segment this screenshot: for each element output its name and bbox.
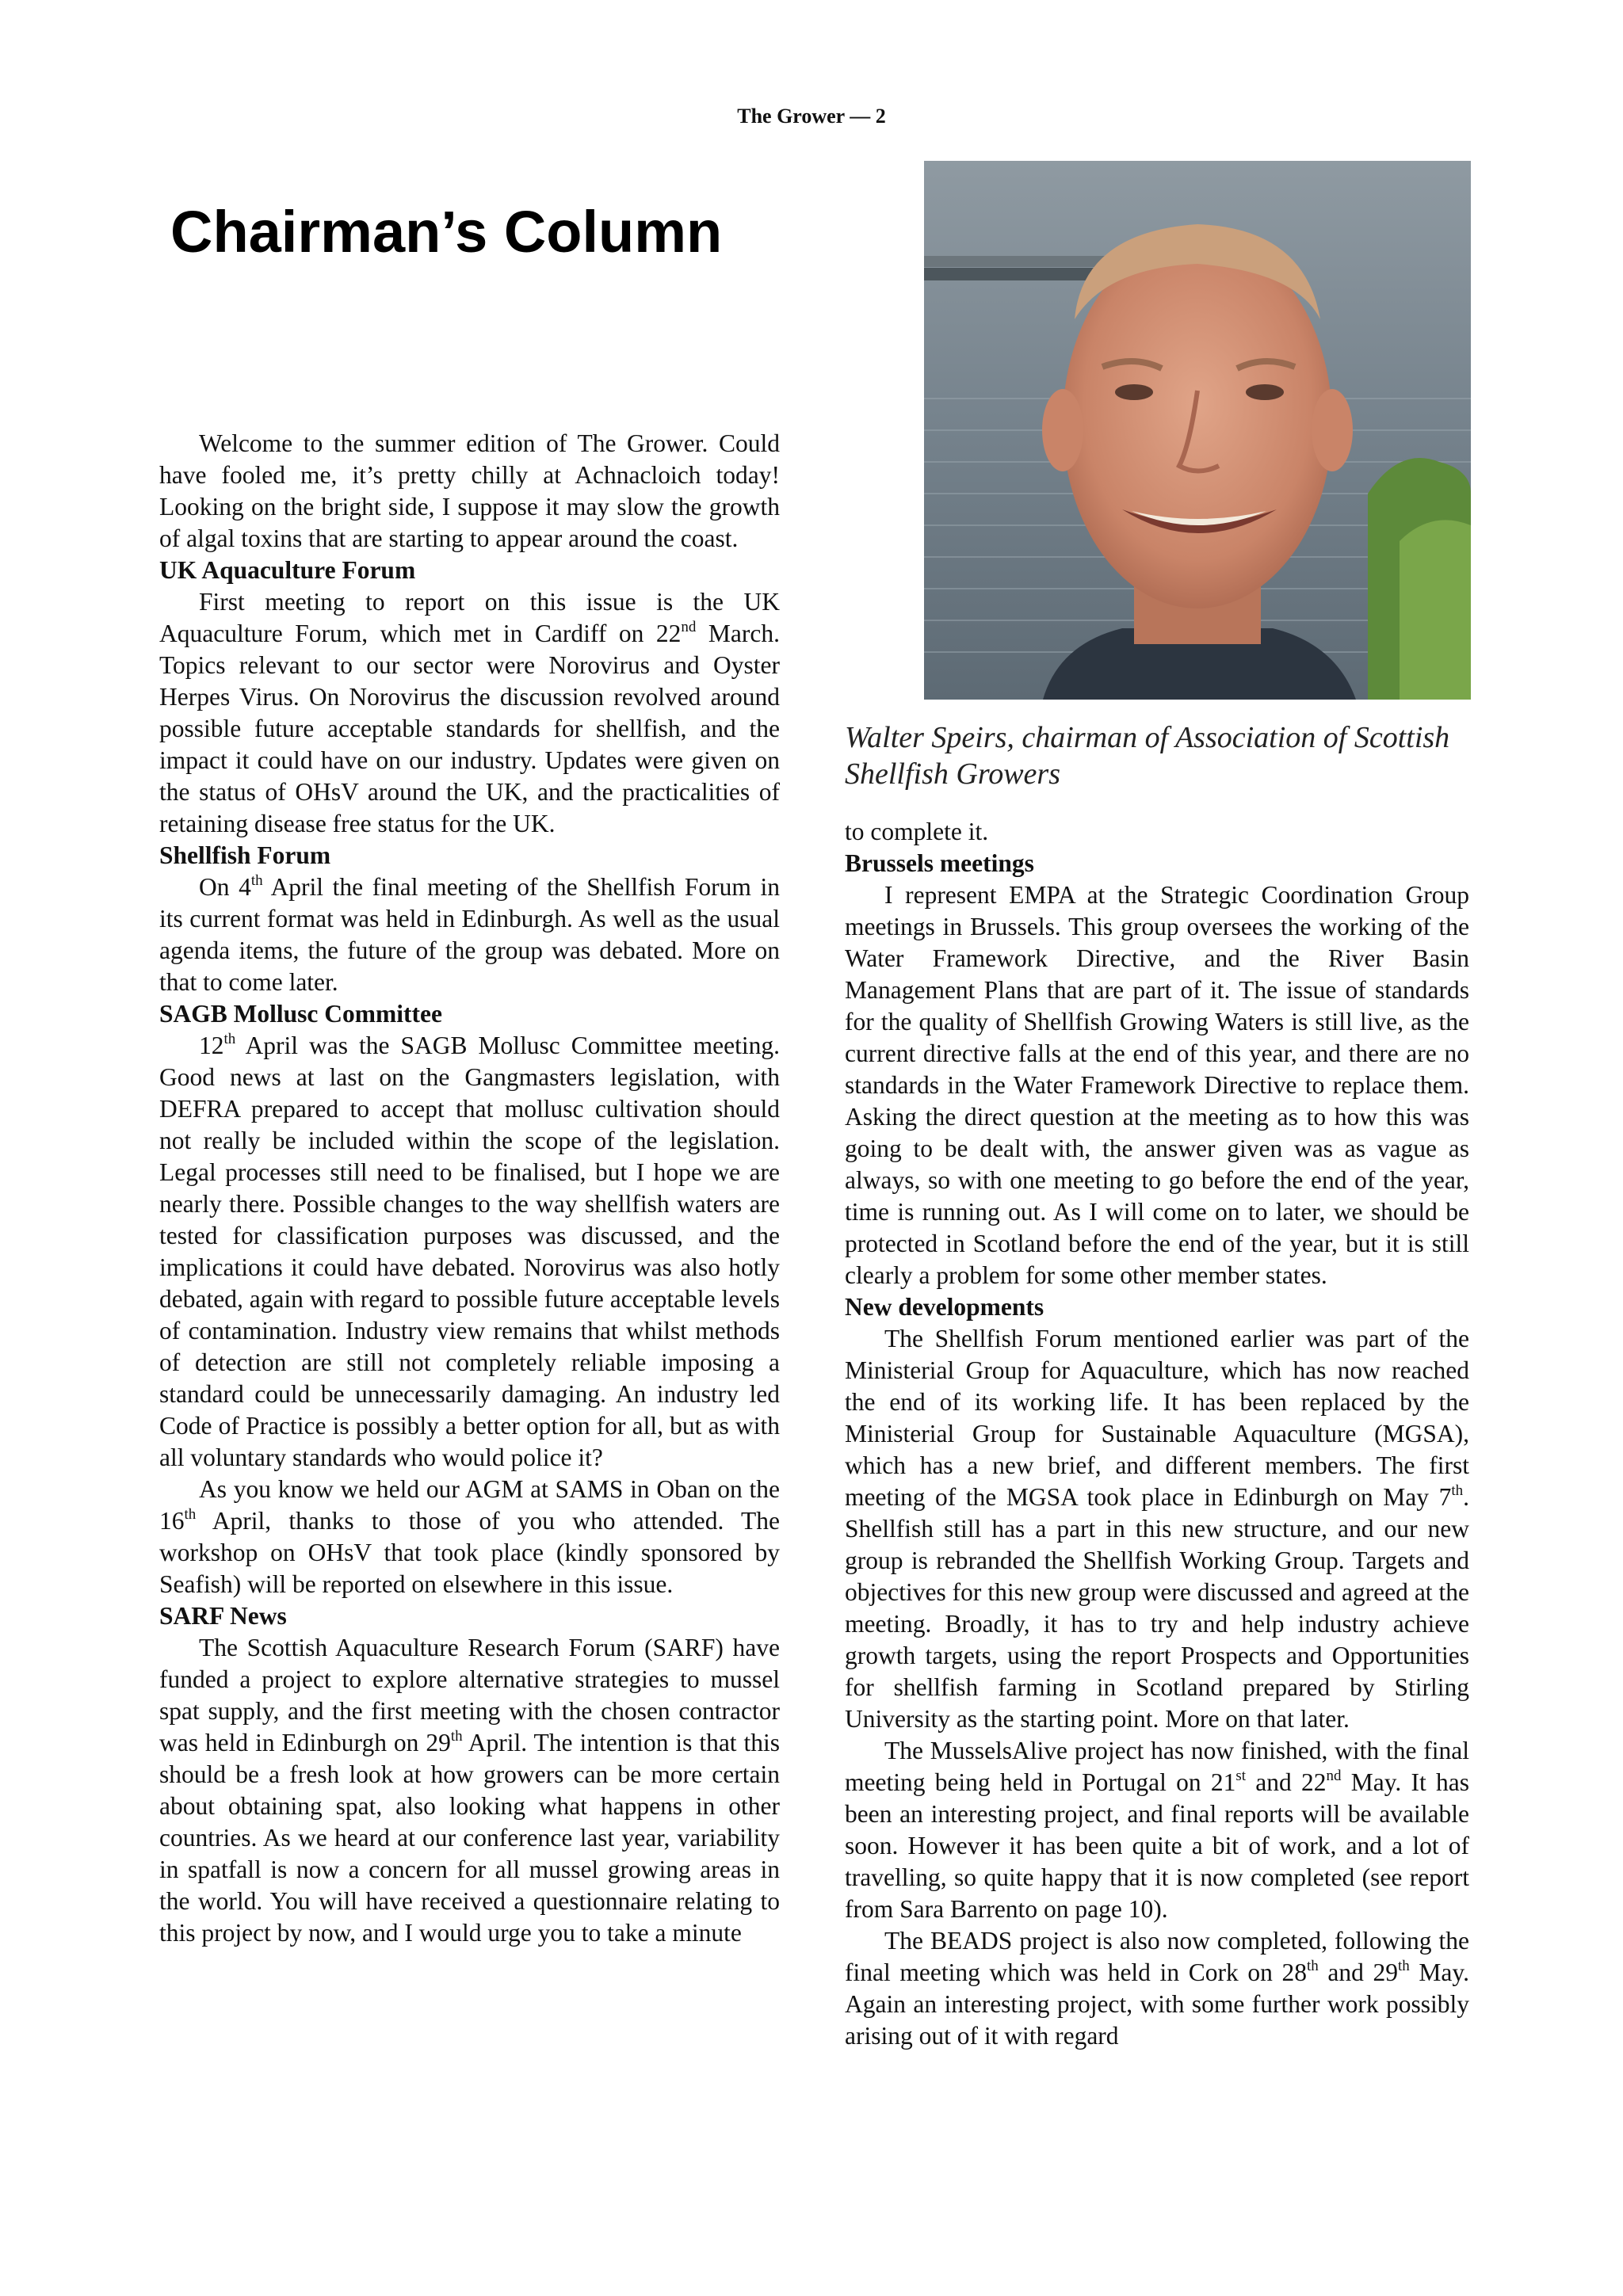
heading-sagb-mollusc-committee: SAGB Mollusc Committee <box>159 1000 442 1028</box>
heading-sarf-news: SARF News <box>159 1602 287 1630</box>
beads-paragraph: The BEADS project is also now completed, following the final meeting which was held in Cork on 28th and 29th May. Again an interesting project, with some further work possibly arising out of it with regard <box>845 1927 1469 2050</box>
continued-paragraph: to complete it. <box>845 818 989 845</box>
uk-forum-paragraph: First meeting to report on this issue is the UK Aquaculture Forum, which met in Cardiff on 22nd March. Topics relevant to our sector were Norovirus and Oyster Herpes Virus. On Norovirus the discussion revolved around possible future acceptable standards for shellfish, and the impact it could have on our industry. Updates were given on the status of OHsV around the UK, and the practicalities of retaining disease free status for the UK. <box>159 588 780 837</box>
left-column <box>159 428 780 1949</box>
brussels-paragraph: I represent EMPA at the Strategic Coordination Group meetings in Brussels. This group oversees the working of the Water Framework Directive, and the River Basin Management Plans that are part of it. The issue of standards for the quality of Shellfish Growing Waters is still live, as the current directive falls at the end of this year, and there are no standards in the Water Framework Directive to replace them. Asking the direct question at the meeting as to how this was going to be dealt with, the answer given was as vague as always, so with one meeting to go before the end of the year, time is running out. As I will come on to later, we should be protected in Scotland before the end of the year, but it is still clearly a problem for some other member states. <box>845 881 1469 1289</box>
heading-shellfish-forum: Shellfish Forum <box>159 841 331 869</box>
chairman-portrait-photo <box>924 161 1471 700</box>
shellfish-forum-paragraph: On 4th April the final meeting of the Shellfish Forum in its current format was held in Edinburgh. As well as the usual agenda items, the future of the group was debated. More on that to come later. <box>159 872 781 996</box>
musselsalive-paragraph: The MusselsAlive project has now finished, with the final meeting being held in Portugal on 21st and 22nd May. It has been an interesting project, and final reports will be available soon. However it has been quite a bit of work, and a lot of travelling, so quite happy that it is now completed (see report from Sara Barrento on page 10). <box>845 1737 1469 1923</box>
photo-caption: Walter Speirs, chairman of Association of Scottish Shellfish Growers <box>845 721 1450 791</box>
running-header: The Grower — 2 <box>737 105 886 128</box>
heading-uk-aquaculture-forum: UK Aquaculture Forum <box>159 556 416 584</box>
intro-paragraph: Welcome to the summer edition of The Grower. Could have fooled me, it’s pretty chilly at Achnacloich today! Looking on the bright side, I suppose it may slow the growth of algal toxins that are starting to appear around the coast. <box>159 429 780 552</box>
sarf-paragraph: The Scottish Aquaculture Research Forum (SARF) have funded a project to explore alternative strategies to mussel spat supply, and the first meeting with the chosen contractor was held in Edinburgh on 29th April. The intention is that this should be a fresh look at how growers can be more certain about obtaining spat, also looking what happens in other countries. As we heard at our conference last year, variability in spatfall is now a concern for all mussel growing areas in the world. You will have received a questionnaire relating to this project by now, and I would urge you to take a minute <box>159 1634 781 1947</box>
heading-new-developments: New developments <box>845 1293 1044 1321</box>
mgsa-paragraph: The Shellfish Forum mentioned earlier was part of the Ministerial Group for Aquaculture, which has now reached the end of its working life. It has been replaced by the Ministerial Group for Sustainable Aquaculture (MGSA), which has a new brief, and different members. The first meeting of the MGSA took place in Edinburgh on May 7th. Shellfish still has a part in this new structure, and our new group is rebranded the Shellfish Working Group. Targets and objectives for this new group were discussed and agreed at the meeting. Broadly, it has to try and help industry achieve growth targets, using the report Prospects and Opportunities for shellfish farming in Scotland prepared by Stirling University as the starting point. More on that later. <box>845 1325 1469 1733</box>
right-column <box>845 816 1469 2052</box>
page-title: Chairman’s Column <box>170 199 723 265</box>
sagb-paragraph: 12th April was the SAGB Mollusc Committee meeting. Good news at last on the Gangmasters legislation, with DEFRA prepared to accept that mollusc cultivation should not really be included within the scope of the legislation. Legal processes still need to be finalised, but I hope we are nearly there. Possible changes to the way shellfish waters are tested for classification purposes was discussed, and the implications it could have debated. Norovirus was also hotly debated, again with regard to possible future acceptable levels of contamination. Industry view remains that whilst methods of detection are still not completely reliable imposing a standard could be unnecessarily damaging. An industry led Code of Practice is possibly a better option for all, but as with all voluntary standards who would police it? <box>159 1031 780 1471</box>
heading-brussels-meetings: Brussels meetings <box>845 849 1034 877</box>
agm-paragraph: As you know we held our AGM at SAMS in Oban on the 16th April, thanks to those of you who attended. The workshop on OHsV that took place (kindly sponsored by Seafish) will be reported on elsewhere in this issue. <box>159 1475 780 1598</box>
